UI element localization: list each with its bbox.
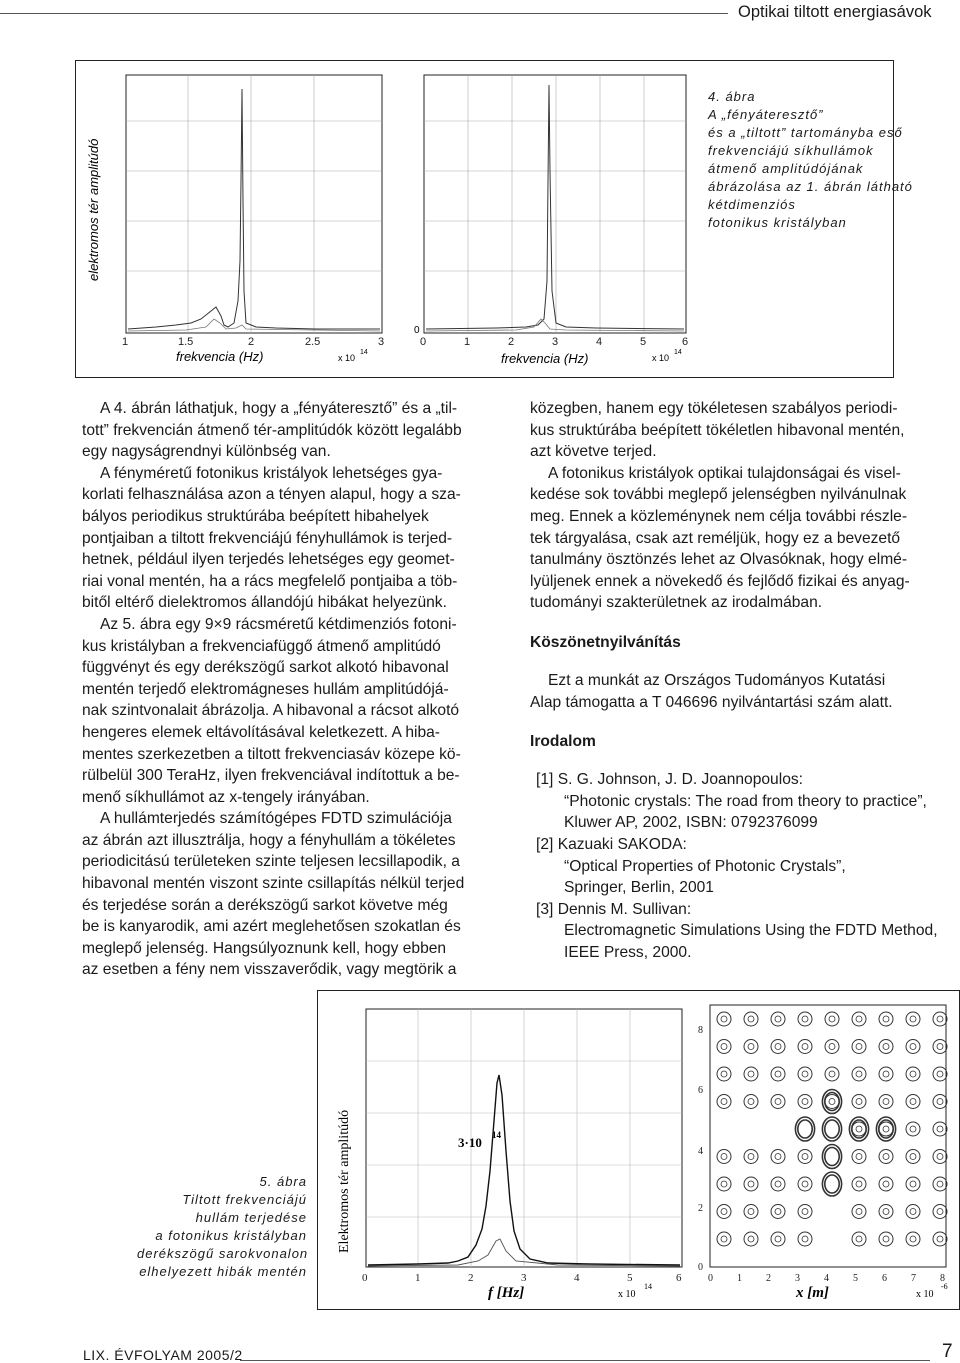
caption-line: Tiltott frekvenciájú [182,1192,307,1207]
fig5-left-xtick: 2 [468,1272,474,1284]
figure-5-plots [318,991,960,1311]
fig4-right-xtick: 1 [464,336,471,348]
caption-line: átmenő amplitúdójának [708,161,864,176]
body-line: tanulmány ösztönzés lehet az Olvasóknak, hogy elmé- [530,551,908,569]
fig5-right-xtick: 3 [795,1273,800,1284]
fig5-right-ytick: 2 [698,1203,703,1214]
caption-line: a fotonikus kristályban [155,1228,307,1243]
fig4-left-curve [128,89,380,329]
fig5-left-xtick: 5 [627,1272,633,1284]
fig5-right-xtick: 1 [737,1273,742,1284]
caption-line: A „fényáteresztő” [708,107,824,122]
body-line: tott” frekvencián átmenő tér-amplitúdók között legalább [82,421,462,439]
fig4-right-exp: x 10 [652,353,670,363]
body-line: rülbelül 300 TeraHz, ilyen frekvenciával indítottuk a be- [82,767,460,785]
reference-item [536,834,958,856]
reference-authors: S. G. Johnson, J. D. Joannopoulos: [557,771,803,789]
body-line: mentén terjedő elektromágneses hullám amplitúdójá- [82,680,449,698]
body-line: függvényt és egy derékszögű sarkot alkotó hibavonal [82,659,449,677]
body-line: nak szintvonalait ábrázolja. A hibavonal a rácsot alkotó [82,702,460,720]
body-line: korlati felhasználása azon a tényen alapul, hogy a sza- [82,486,461,504]
body-line: A fényméretű fotonikus kristályok lehetséges gya- [100,464,443,482]
fig5-right-exp: x 10 [916,1289,934,1300]
fig5-left-xtick: 1 [415,1272,421,1284]
fig5-left-xtick: 4 [574,1272,580,1284]
body-line: hetnek, például ilyen terjedés lehetséges egy geomet- [82,551,455,569]
fig4-right-xtick: 2 [508,336,515,348]
page-number: 7 [942,1341,953,1362]
fig5-right-xtick: 0 [708,1273,713,1284]
fig5-right-ytick: 6 [698,1085,703,1096]
caption-line: és a „tiltott” tartományba eső [708,125,903,140]
reference-line: Springer, Berlin, 2001 [564,879,714,897]
caption-line: 4. ábra [708,89,756,104]
reference-authors: Kazuaki SAKODA: [557,835,687,853]
caption-line: hullám terjedése [195,1210,307,1225]
body-line: A 4. ábrán láthatjuk, hogy a „fényáteresztő” és a „til- [100,400,458,417]
fig4-left-xtick: 2.5 [305,336,321,348]
ack-line: Alap támogatta a T 046696 nyilvántartási szám alatt. [530,693,893,711]
body-line: hibavonal mentén viszont szinte csillapítás nélkül terjed [82,875,465,893]
fig5-left-xtick: 6 [676,1272,682,1284]
fig5-right-xtick: 4 [824,1273,829,1284]
acknowledgements-heading: Köszönetnyilvánítás [530,633,681,651]
fig4-right-axes [424,75,686,333]
caption-line: elhelyezett hibák mentén [139,1264,307,1279]
body-line: Az 5. ábra egy 9×9 rácsméretű kétdimenziós fotoni- [100,615,457,633]
fig4-left-xtick: 3 [378,336,385,348]
reference-list [530,769,958,963]
fig4-right-xtick: 4 [596,336,603,348]
reference-number: [3] [536,900,554,918]
figure-5 [317,990,960,1310]
body-left-column [82,398,506,981]
footer-issue: LIX. ÉVFOLYAM 2005/2 [83,1347,243,1363]
reference-line: Kluwer AP, 2002, ISBN: 0792376099 [564,814,818,832]
caption-line: frekvenciájú síkhullámok [708,143,874,158]
body-line: bitől eltérő dielektromos állandójú hibákat helyezünk. [82,594,447,612]
fig5-right-xtick: 6 [882,1273,887,1284]
body-line: riai vonal mentén, ha a rács megfelelő pontjaiba a töb- [82,572,458,590]
ack-line: Ezt a munkát az Országos Tudományos Kutatási [548,671,886,689]
fig5-left-ylabel: Elektromos tér amplitúdó [337,1109,352,1253]
fig4-right-xlabel: frekvencia (Hz) [501,351,589,366]
fig4-left-xtick: 1.5 [178,336,194,348]
fig5-right-xlabel: x [m] [796,1285,829,1301]
fig4-left-ylabel: elektromos tér amplitúdó [86,138,101,281]
fig5-right-xtick: 7 [911,1273,916,1284]
fig4-right-curve-2 [426,319,684,331]
fig4-left-exp: x 10 [338,353,356,363]
caption-line: fotonikus kristályban [708,215,847,230]
fig5-left-annotation-power: 14 [492,1130,501,1140]
fig5-right-ytick: 8 [698,1025,703,1036]
fig5-left-exp: x 10 [618,1289,636,1300]
body-line: periodicitású területeken szinte teljesen lecsillapodik, a [82,853,460,871]
reference-item [536,899,958,921]
body-line: menő síkhullámot az x-tengely irányában. [82,788,370,806]
figure-4-caption [708,88,913,232]
fig4-left-xlabel: frekvencia (Hz) [176,349,264,364]
header-rule [0,13,728,14]
fig4-left-exp-power: 14 [360,349,368,356]
reference-line: IEEE Press, 2000. [564,943,692,961]
fig5-left-exp-power: 14 [644,1282,652,1291]
fig4-right-xtick: 6 [682,336,689,348]
body-line: be is kanyarodik, ami azért meglehetősen szokatlan és [82,918,461,936]
body-line: A fotonikus kristályok optikai tulajdonságai és visel- [548,464,901,482]
body-line: hengeres elemek eltávolításával keletkezett. A hiba- [82,723,441,741]
body-line: azt követve terjed. [530,443,657,461]
footer-rule [240,1360,930,1361]
running-header-title: Optikai tiltott energiasávok [738,3,932,21]
fig5-right-xtick: 5 [853,1273,858,1284]
body-line: bályos periodikus struktúrába beépített hibahelyek [82,507,429,525]
body-line: kus struktúrába beépített tökéletlen hibavonal mentén, [530,421,905,439]
caption-line: derékszögű sarokvonalon [137,1246,309,1261]
reference-line: “Optical Properties of Photonic Crystals”, [564,857,846,875]
fig5-left-xtick: 3 [521,1272,527,1284]
caption-line: 5. ábra [259,1174,307,1189]
fig5-right-exp-power: -6 [941,1282,948,1291]
body-line: tek tárgyalása, csak azt reméljük, hogy ez a bevezető [530,529,901,547]
reference-number: [2] [536,835,554,853]
body-line: kus kristályban a frekvenciafüggő átmenő amplitúdó [82,637,441,655]
body-line: közegben, hanem egy tökéletesen szabályos periodi- [530,400,898,417]
caption-line: kétdimenziós [708,197,796,212]
caption-line: ábrázolása az 1. ábrán látható [708,179,913,194]
body-line: lyüljenek ennek a növekedő és fejlődő fizikai és anyag- [530,572,910,590]
body-line: pontjaiban a tiltott frekvenciájú fényhullámok is terjed- [82,529,453,547]
fig5-right-ytick: 4 [698,1146,703,1157]
fig4-right-xtick: 3 [552,336,559,348]
reference-authors: Dennis M. Sullivan: [557,900,692,918]
fig4-right-curve [426,85,684,329]
body-line: meg. Ennek a közleménynek nem célja további részle- [530,507,908,525]
fig4-right-zero-label: 0 [414,325,420,336]
body-line: az ábrán azt illusztrálja, hogy a fényhullám a tökéletes [82,831,456,849]
body-right-column [530,398,958,963]
fig4-right-exp-power: 14 [674,349,682,356]
body-line: az esetben a fény nem visszaverődik, vagy megtörik a [82,961,457,979]
fig4-left-axes [126,75,382,333]
reference-item [536,769,958,791]
body-line: kedése sok további meglepő jelenségben nyilvánulnak [530,486,907,504]
reference-line: “Photonic crystals: The road from theory to practice”, [564,792,927,810]
fig4-right-xtick: 0 [420,336,427,348]
body-line: tudományi szakterületnek az irodalmában. [530,594,823,612]
fig5-right-ytick: 0 [698,1262,703,1273]
fig5-left-xlabel: f [Hz] [488,1285,525,1301]
references-heading: Irodalom [530,733,596,751]
fig5-right-xtick: 2 [766,1273,771,1284]
reference-number: [1] [536,771,554,789]
figure-5-caption [137,1173,307,1281]
fig4-right-xtick: 5 [640,336,647,348]
body-line: egy nagyságrendnyi különbség van. [82,443,331,461]
fig4-left-xtick: 1 [122,336,129,348]
fig5-right-xtick: 8 [940,1273,945,1284]
body-line: és terjedése során a derékszögű sarkot követve még [82,896,448,914]
fig5-left-xtick: 0 [362,1272,368,1284]
reference-line: Electromagnetic Simulations Using the FDTD Method, [564,922,938,940]
fig4-left-xtick: 2 [248,336,255,348]
body-line: mentes szerkezetben a tiltott frekvenciasáv közepe kö- [82,745,461,763]
body-line: A hullámterjedés számítógépes FDTD szimulációja [100,810,452,828]
body-line: meglepő jelenség. Hangsúlyoznunk kell, hogy ebben [82,939,447,957]
fig5-left-annotation: 3·10 [458,1135,482,1150]
